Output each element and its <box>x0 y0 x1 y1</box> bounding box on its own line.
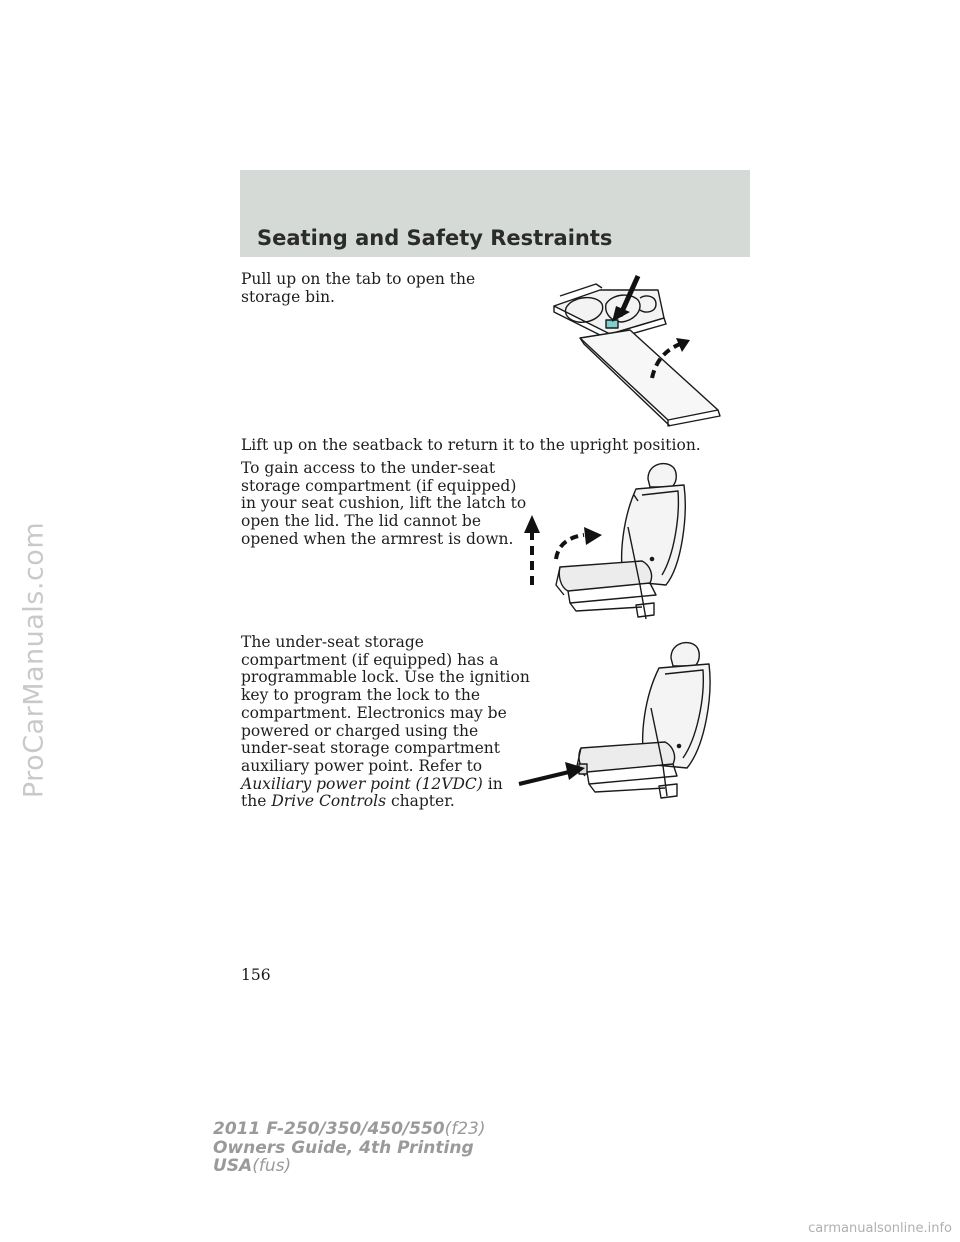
paragraph-line: programmable lock. Use the ignition <box>241 668 530 687</box>
footer-line-market <box>213 1157 486 1176</box>
section-title: Seating and Safety Restraints <box>257 226 613 250</box>
paragraph-programmable-lock <box>241 634 530 811</box>
watermark <box>4 510 64 810</box>
reference-drive-controls: Drive Controls <box>271 792 387 811</box>
reference-auxiliary-power-point: Auxiliary power point (12VDC) <box>241 774 483 793</box>
paragraph-line <box>241 776 530 794</box>
footer-model-code: (f23) <box>444 1119 486 1139</box>
storage-bin-illustration <box>540 268 740 428</box>
page-number: 156 <box>241 966 271 984</box>
paragraph-seatback: Lift up on the seatback to return it to the upright position. <box>241 436 701 454</box>
footer-line-model <box>213 1120 486 1139</box>
seat-lock-illustration <box>515 636 720 806</box>
seat-latch-illustration <box>520 455 700 633</box>
footer-market-code: (fus) <box>252 1156 292 1176</box>
paragraph-underseat-access: To gain access to the under-seat storage compartment (if equipped) in your seat cushion, lift the latch to open the lid. The lid cannot be opened when the armrest is down. <box>241 459 527 548</box>
document-footer <box>213 1120 486 1176</box>
paragraph-storage-bin: Pull up on the tab to open the storage bin. <box>241 270 476 306</box>
footer-market: USA <box>213 1156 253 1176</box>
paragraph-word: the <box>241 792 267 811</box>
paragraph-line: compartment (if equipped) has a <box>241 650 499 669</box>
paragraph-line: key to program the lock to the <box>241 686 481 705</box>
paragraph-word: in <box>487 774 503 793</box>
site-watermark: carmanualsonline.info <box>808 1221 952 1236</box>
paragraph-line: The under-seat storage <box>241 633 424 651</box>
paragraph-line: compartment. Electronics may be <box>241 703 507 722</box>
paragraph-line <box>241 793 530 811</box>
arrow-open-lid-icon <box>556 527 602 559</box>
watermark-text: ProCarManuals.com <box>18 521 50 799</box>
paragraph-line: under-seat storage compartment <box>241 739 501 758</box>
arrow-lift-latch-icon <box>524 515 540 585</box>
paragraph-line: powered or charged using the <box>241 721 479 740</box>
footer-model: 2011 F-250/350/450/550 <box>213 1119 445 1139</box>
footer-guide: Owners Guide, 4th Printing <box>213 1137 474 1158</box>
paragraph-line: auxiliary power point. Refer to <box>241 756 483 775</box>
arrow-lock-icon <box>519 762 585 784</box>
paragraph-word: chapter. <box>390 792 455 811</box>
